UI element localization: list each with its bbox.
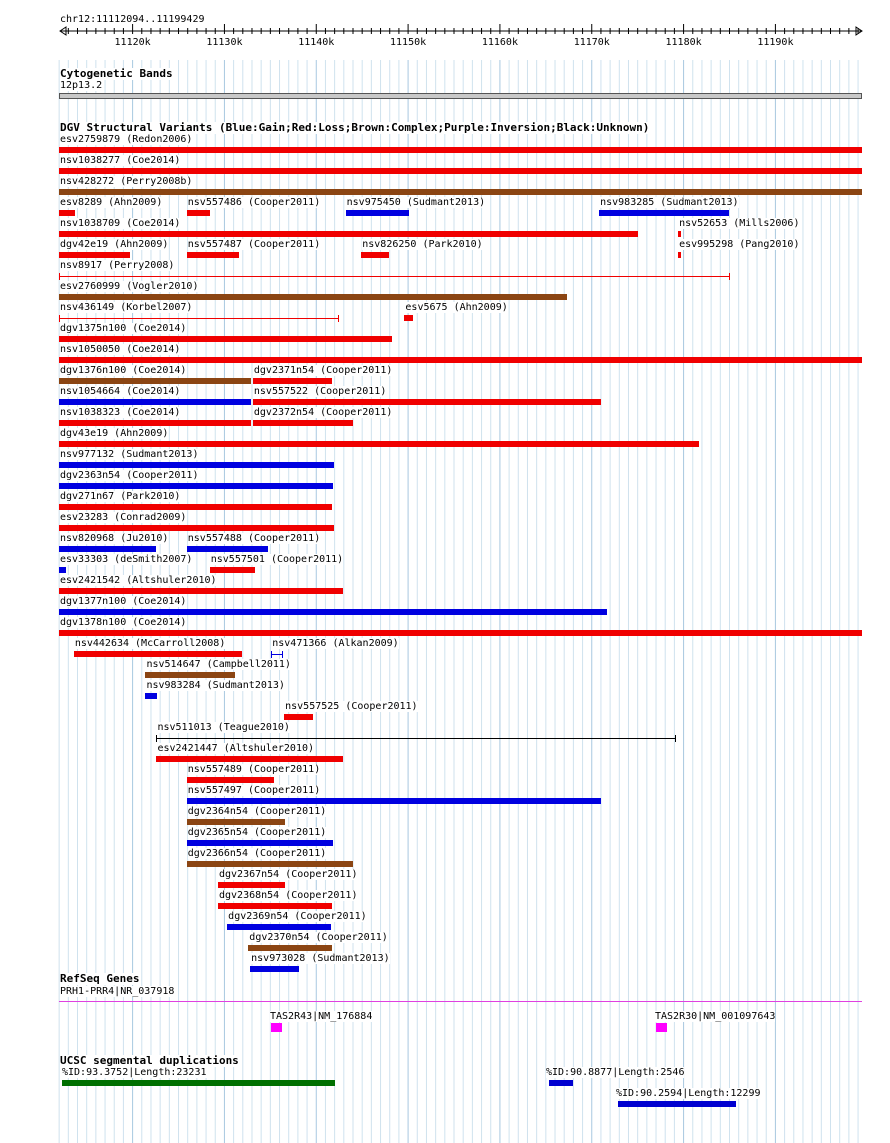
variant-feature-bar[interactable] — [145, 693, 157, 699]
variant-label: dgv2367n54 (Cooper2011) — [219, 869, 358, 880]
variant-label: esv2759879 (Redon2006) — [60, 134, 193, 145]
variant-label: dgv2370n54 (Cooper2011) — [249, 932, 388, 943]
variant-feature-bar[interactable] — [599, 210, 729, 216]
variant-feature-bar[interactable] — [59, 546, 156, 552]
variant-label: dgv2366n54 (Cooper2011) — [187, 848, 327, 859]
segdup-label: %ID:90.2594|Length:12299 — [616, 1088, 761, 1099]
ruler-tick-label: 11140k — [298, 37, 335, 48]
gene-label-prh1-prr4: PRH1-PRR4|NR_037918 — [60, 986, 175, 997]
variant-feature-bar[interactable] — [59, 252, 130, 258]
variant-feature-bar[interactable] — [59, 336, 392, 342]
variant-feature-bar[interactable] — [59, 378, 251, 384]
variant-label: dgv2365n54 (Cooper2011) — [187, 827, 327, 838]
variant-feature-bar[interactable] — [59, 441, 699, 447]
variant-end-tick — [675, 735, 676, 742]
variant-label: dgv1378n100 (Coe2014) — [60, 617, 187, 628]
refseq-track-title: RefSeq Genes — [60, 972, 140, 985]
variant-feature-bar[interactable] — [284, 714, 312, 720]
variant-feature-bar[interactable] — [218, 882, 285, 888]
variant-feature-bar[interactable] — [187, 798, 601, 804]
variant-label: esv5675 (Ahn2009) — [405, 302, 508, 313]
variant-feature-bar[interactable] — [250, 966, 299, 972]
variant-label: nsv1050050 (Coe2014) — [60, 344, 181, 355]
variant-label: nsv557525 (Cooper2011) — [285, 701, 418, 712]
variant-end-tick — [59, 273, 60, 280]
variant-label: esv8289 (Ahn2009) — [60, 197, 163, 208]
variant-label: esv2760999 (Vogler2010) — [60, 281, 199, 292]
variant-feature-bar[interactable] — [227, 924, 331, 930]
variant-feature-bar[interactable] — [59, 231, 638, 237]
variant-end-tick — [59, 315, 60, 322]
variant-feature-bar[interactable] — [59, 609, 607, 615]
ruler-tick-label: 11190k — [757, 37, 794, 48]
segdup-feature[interactable] — [62, 1080, 335, 1086]
cytoband-bar[interactable] — [59, 93, 862, 99]
variant-end-tick — [338, 315, 339, 322]
variant-label: nsv557501 (Cooper2011) — [210, 554, 344, 565]
variant-feature-bar[interactable] — [59, 462, 334, 468]
variant-feature-bar[interactable] — [59, 567, 66, 573]
variant-label: nsv1038277 (Coe2014) — [60, 155, 181, 166]
variant-label: nsv557488 (Cooper2011) — [187, 533, 321, 544]
variant-end-tick — [156, 735, 157, 742]
ruler-tick-label: 11180k — [665, 37, 702, 48]
variant-label: nsv820968 (Ju2010) — [60, 533, 169, 544]
variant-feature-bar[interactable] — [59, 630, 862, 636]
ruler-tick-label: 11160k — [481, 37, 518, 48]
variant-label: nsv1054664 (Coe2014) — [60, 386, 181, 397]
variant-feature-bar[interactable] — [187, 840, 333, 846]
variant-label: dgv2368n54 (Cooper2011) — [219, 890, 358, 901]
dgv-track-title: DGV Structural Variants (Blue:Gain;Red:Loss;Brown:Complex;Purple:Inversion;Black:Unknown) — [60, 121, 650, 134]
variant-label: nsv436149 (Korbel2007) — [60, 302, 193, 313]
variant-feature-bar[interactable] — [145, 672, 235, 678]
region-label: chr12:11112094..11199429 — [60, 14, 205, 25]
variant-label: dgv43e19 (Ahn2009) — [60, 428, 169, 439]
variant-label: dgv271n67 (Park2010) — [60, 491, 181, 502]
variant-feature-bar[interactable] — [59, 147, 862, 153]
variant-label: nsv977132 (Sudmant2013) — [60, 449, 199, 460]
variant-label: dgv1376n100 (Coe2014) — [60, 365, 187, 376]
variant-label: nsv983284 (Sudmant2013) — [146, 680, 285, 691]
variant-label: nsv52653 (Mills2006) — [679, 218, 800, 229]
variant-feature-bar[interactable] — [59, 504, 332, 510]
variant-end-tick — [271, 651, 272, 658]
variant-label: nsv557486 (Cooper2011) — [187, 197, 321, 208]
cytoband-track-title: Cytogenetic Bands — [60, 67, 173, 80]
ruler-tick-label: 11150k — [390, 37, 427, 48]
variant-label: esv2421542 (Altshuler2010) — [60, 575, 217, 586]
ruler-tick-label: 11170k — [573, 37, 610, 48]
variant-label: esv23283 (Conrad2009) — [60, 512, 187, 523]
variant-label: nsv8917 (Perry2008) — [60, 260, 175, 271]
variant-feature-bar[interactable] — [187, 819, 285, 825]
variant-feature-bar[interactable] — [187, 210, 210, 216]
variant-label: dgv1377n100 (Coe2014) — [60, 596, 187, 607]
variant-feature-bar[interactable] — [218, 903, 332, 909]
variant-feature-bar[interactable] — [59, 420, 251, 426]
variant-label: nsv975450 (Sudmant2013) — [346, 197, 486, 208]
variant-feature-bar[interactable] — [187, 252, 239, 258]
variant-label: nsv557497 (Cooper2011) — [187, 785, 321, 796]
variant-label: nsv983285 (Sudmant2013) — [600, 197, 739, 208]
segdup-feature[interactable] — [618, 1101, 736, 1107]
variant-label: nsv514647 (Campbell2011) — [146, 659, 291, 670]
variant-feature-bar[interactable] — [59, 168, 862, 174]
variant-end-tick — [729, 273, 730, 280]
variant-feature-line[interactable] — [59, 276, 730, 277]
variant-label: nsv428272 (Perry2008b) — [60, 176, 193, 187]
variant-feature-bar[interactable] — [248, 945, 332, 951]
variant-feature-bar[interactable] — [253, 420, 353, 426]
variant-feature-bar[interactable] — [187, 861, 353, 867]
variant-end-tick — [282, 651, 283, 658]
variant-label: dgv2372n54 (Cooper2011) — [253, 407, 393, 418]
variant-label: nsv557487 (Cooper2011) — [187, 239, 321, 250]
variant-label: dgv2364n54 (Cooper2011) — [187, 806, 327, 817]
segdup-feature[interactable] — [549, 1080, 574, 1086]
variant-label: nsv557522 (Cooper2011) — [253, 386, 387, 397]
variant-label: nsv1038709 (Coe2014) — [60, 218, 181, 229]
variant-feature-bar[interactable] — [253, 378, 332, 384]
variant-feature-bar[interactable] — [74, 651, 242, 657]
gene-tas2r30[interactable] — [656, 1023, 667, 1032]
variant-feature-bar[interactable] — [253, 399, 601, 405]
variant-feature-line[interactable] — [59, 318, 339, 319]
variant-feature-bar[interactable] — [361, 252, 389, 258]
gene-label-tas2r43: TAS2R43|NM_176884 — [270, 1011, 373, 1022]
variant-label: nsv1038323 (Coe2014) — [60, 407, 181, 418]
segdup-track-title: UCSC segmental duplications — [60, 1054, 239, 1067]
variant-feature-bar[interactable] — [59, 294, 567, 300]
variant-feature-bar[interactable] — [678, 231, 681, 237]
segdup-label: %ID:93.3752|Length:23231 — [62, 1067, 207, 1078]
ruler-tick-label: 11130k — [206, 37, 243, 48]
variant-feature-bar[interactable] — [678, 252, 681, 258]
variant-feature-bar[interactable] — [59, 357, 862, 363]
variant-feature-bar[interactable] — [346, 210, 409, 216]
variant-label: nsv973028 (Sudmant2013) — [251, 953, 390, 964]
variant-feature-bar[interactable] — [156, 756, 342, 762]
variant-label: dgv2371n54 (Cooper2011) — [253, 365, 393, 376]
variant-feature-line[interactable] — [156, 738, 676, 739]
cytoband-name: 12p13.2 — [60, 80, 103, 91]
gene-label-tas2r30: TAS2R30|NM_001097643 — [655, 1011, 776, 1022]
variant-feature-bar[interactable] — [59, 588, 343, 594]
variant-label: dgv2363n54 (Cooper2011) — [60, 470, 199, 481]
gene-prh1-prr4[interactable] — [59, 1001, 862, 1002]
variant-label: nsv557489 (Cooper2011) — [187, 764, 321, 775]
variant-label: nsv826250 (Park2010) — [362, 239, 483, 250]
variant-feature-bar[interactable] — [59, 210, 75, 216]
variant-label: dgv1375n100 (Coe2014) — [60, 323, 187, 334]
variant-feature-bar[interactable] — [59, 525, 334, 531]
variant-label: esv33303 (deSmith2007) — [60, 554, 193, 565]
variant-label: esv995298 (Pang2010) — [679, 239, 800, 250]
variant-label: dgv2369n54 (Cooper2011) — [228, 911, 367, 922]
gene-tas2r43[interactable] — [271, 1023, 282, 1032]
variant-feature-bar[interactable] — [59, 189, 862, 195]
segdup-label: %ID:90.8877|Length:2546 — [546, 1067, 685, 1078]
ruler-tick-label: 11120k — [114, 37, 151, 48]
variant-label: esv2421447 (Altshuler2010) — [157, 743, 315, 754]
variant-feature-bar[interactable] — [59, 399, 251, 405]
variant-label: nsv471366 (Alkan2009) — [272, 638, 399, 649]
variant-label: nsv442634 (McCarroll2008) — [74, 638, 226, 649]
variant-feature-bar[interactable] — [187, 546, 268, 552]
variant-feature-bar[interactable] — [187, 777, 274, 783]
coordinate-ruler[interactable] — [0, 0, 890, 60]
variant-label: dgv42e19 (Ahn2009) — [60, 239, 169, 250]
variant-label: nsv511013 (Teague2010) — [157, 722, 290, 733]
variant-feature-bar[interactable] — [210, 567, 255, 573]
variant-feature-bar[interactable] — [404, 315, 412, 321]
variant-feature-bar[interactable] — [59, 483, 333, 489]
